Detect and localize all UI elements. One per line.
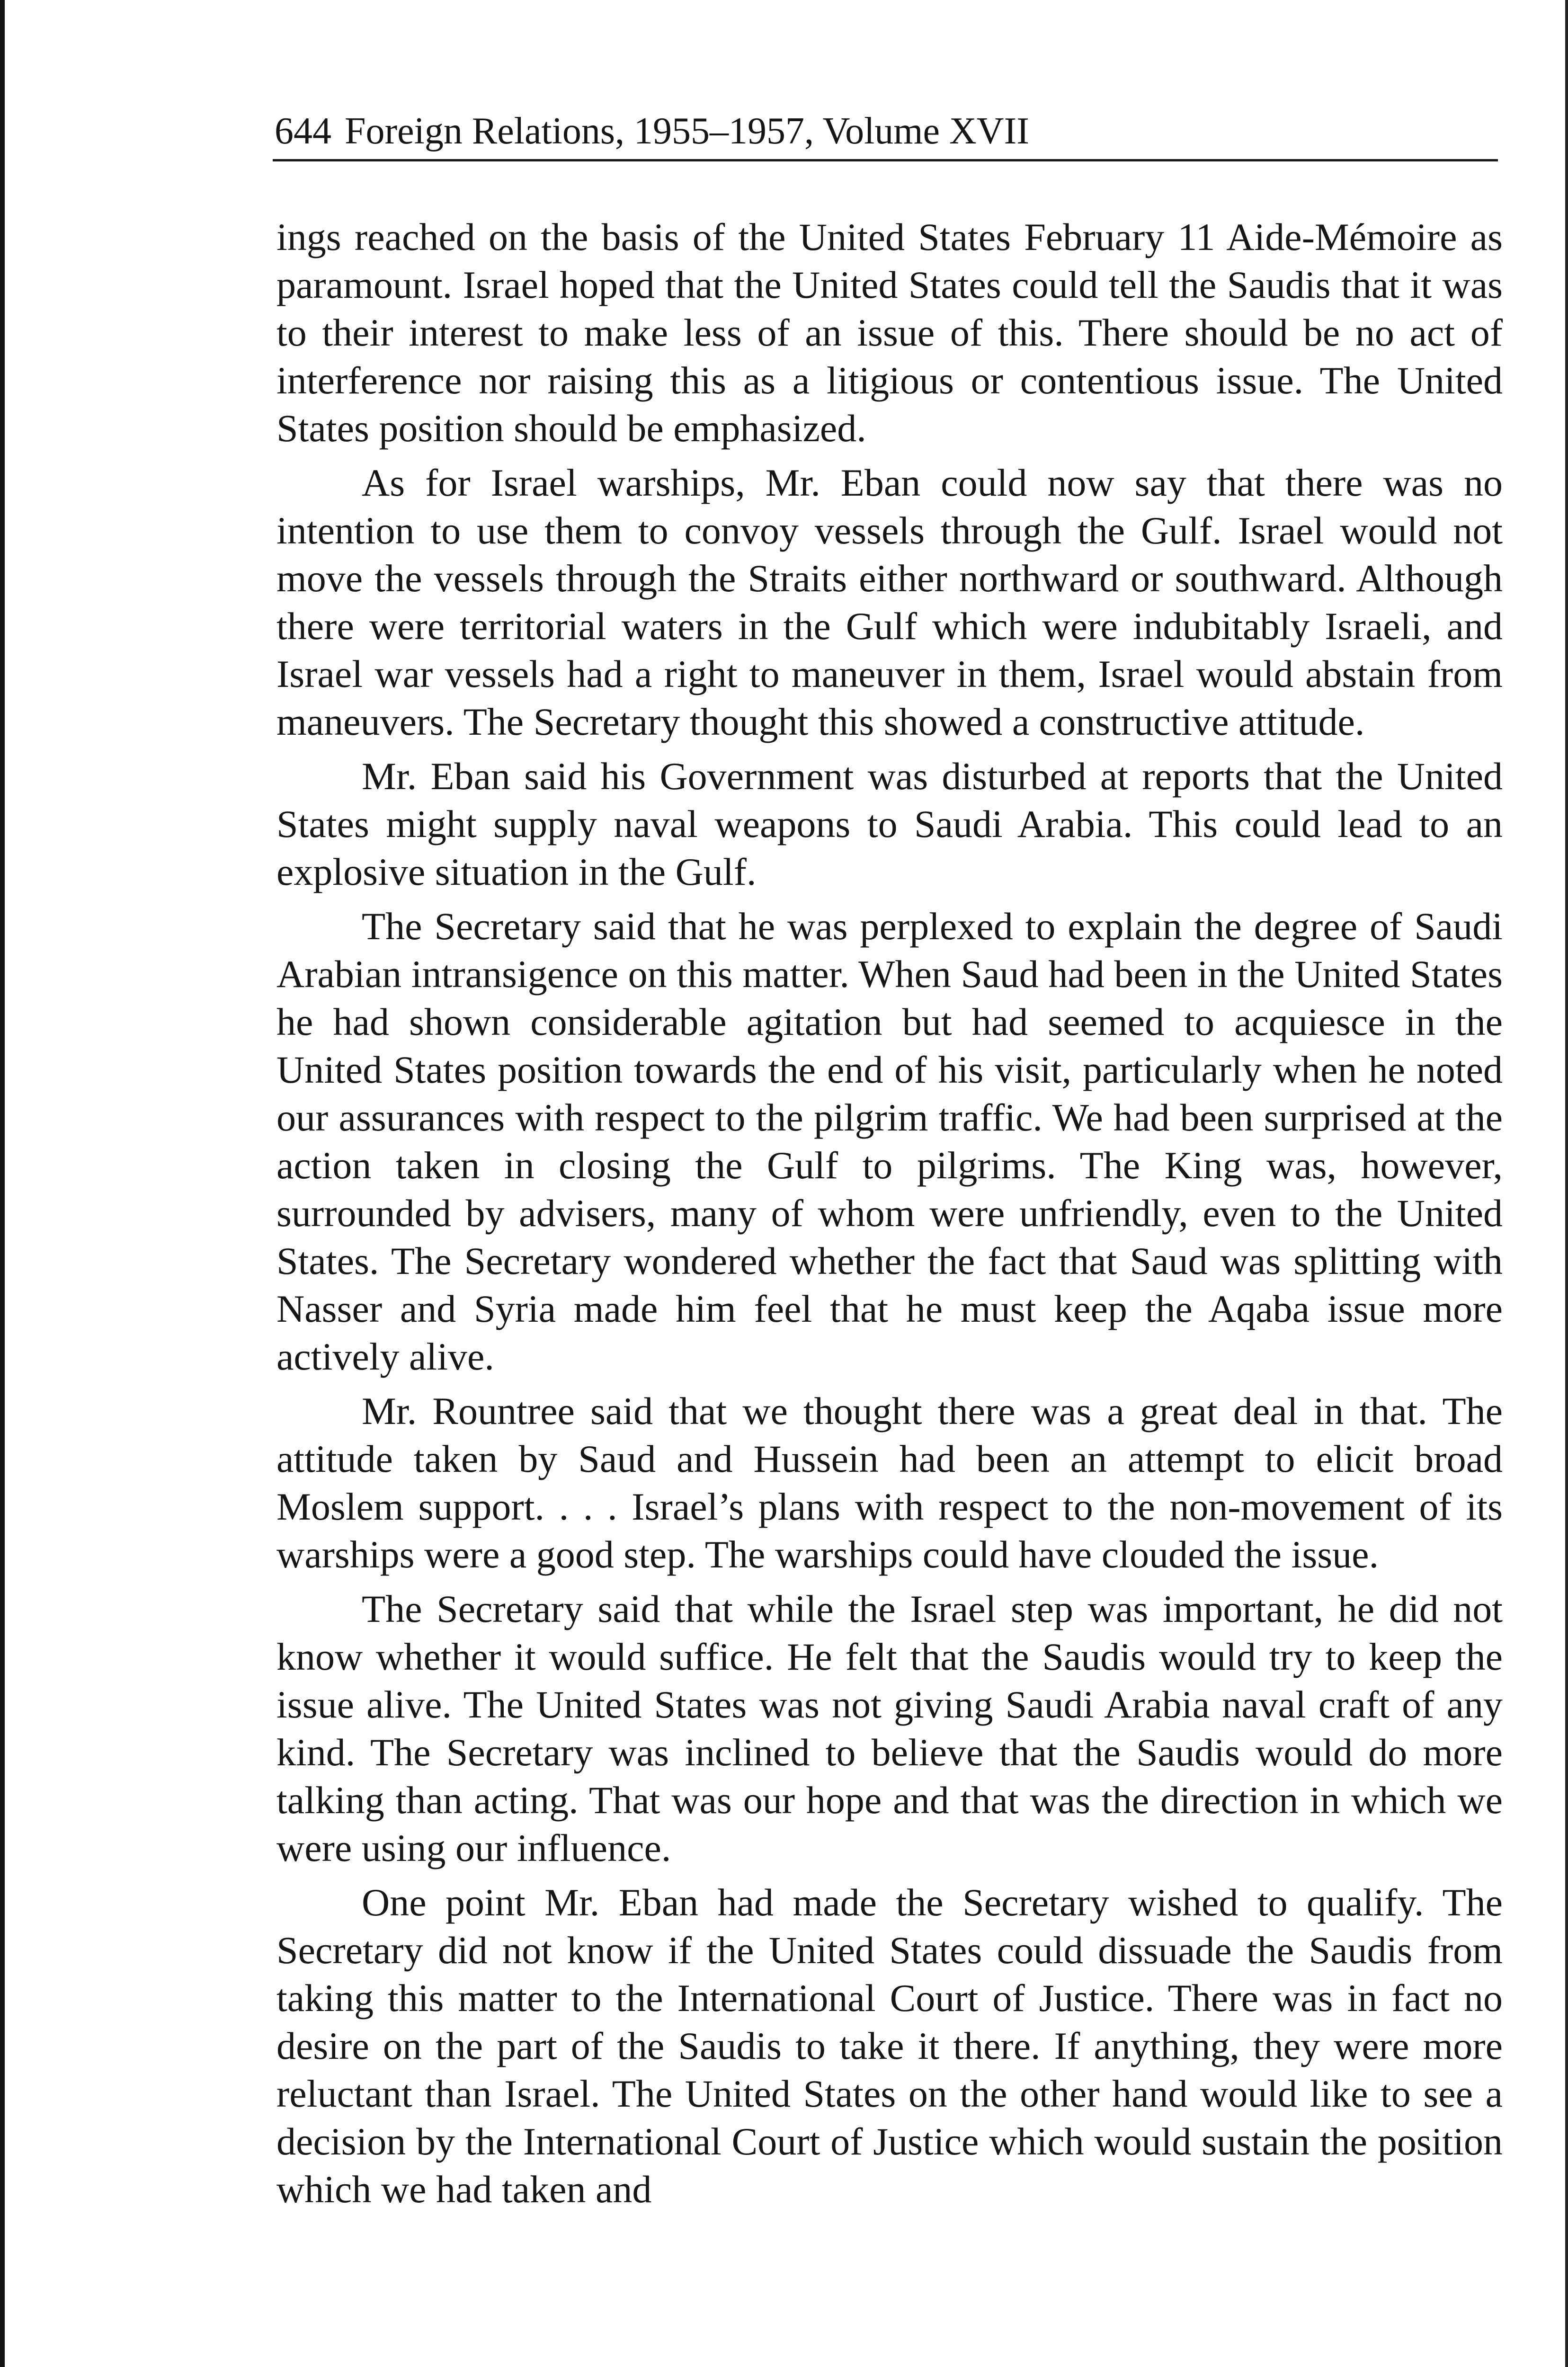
running-header [275, 110, 1496, 167]
page-number: 644 [275, 110, 331, 152]
header-rule [273, 159, 1498, 161]
paragraph: As for Israel warships, Mr. Eban could now say that there was no intention to use them to convoy vessels through the Gulf. Israel would not move the vessels through the Straits either northward or southward. Although there were territorial waters in the Gulf which were indubitably Israeli, and Israel war vessels had a right to maneuver in them, Israel would abstain from maneuvers. The Secretary thought this showed a constructive attitude. [276, 461, 1503, 743]
paragraph: Mr. Eban said his Government was disturbed at reports that the United States might supply naval weapons to Saudi Arabia. This could lead to an explosive situation in the Gulf. [276, 755, 1503, 893]
paragraph: One point Mr. Eban had made the Secretary wished to qualify. The Secretary did not know if the United States could dissuade the Saudis from taking this matter to the International Court of Justice. There was in fact no desire on the part of the Saudis to take it there. If anything, they were more reluctant than Israel. The United States on the other hand would like to see a decision by the International Court of Justice which would sustain the position which we had taken and [276, 1881, 1503, 2211]
scan-left-edge [0, 0, 5, 2367]
header-title: Foreign Relations, 1955–1957, Volume XVII [345, 110, 1029, 152]
paragraph: The Secretary said that he was perplexed to explain the degree of Saudi Arabian intransigence on this matter. When Saud had been in the United States he had shown considerable agitation but had seemed to acquiesce in the United States position towards the end of his visit, particularly when he noted our assurances with respect to the pilgrim traffic. We had been surprised at the action taken in closing the Gulf to pilgrims. The King was, however, surrounded by advisers, many of whom were unfriendly, even to the United States. The Secretary wondered whether the fact that Saud was splitting with Nasser and Syria made him feel that he must keep the Aqaba issue more actively alive. [276, 905, 1503, 1378]
body-text [276, 213, 1503, 2220]
scan-right-edge [1565, 0, 1568, 2367]
paragraph: ings reached on the basis of the United States February 11 Aide-Mémoire as paramount. Israel hoped that the United States could tell the Saudis that it was to their interest to make less of an issue of this. There should be no act of interference nor raising this as a litigious or contentious issue. The United States position should be emphasized. [276, 215, 1503, 450]
paragraph: Mr. Rountree said that we thought there was a great deal in that. The attitude taken by Saud and Hussein had been an attempt to elicit broad Moslem support. . . . Israel’s plans with respect to the non-movement of its warships were a good step. The warships could have clouded the issue. [276, 1389, 1503, 1576]
paragraph: The Secretary said that while the Israel step was important, he did not know whether it would suffice. He felt that the Saudis would try to keep the issue alive. The United States was not giving Saudi Arabia naval craft of any kind. The Secretary was inclined to believe that the Saudis would do more talking than acting. That was our hope and that was the direction in which we were using our influence. [276, 1587, 1503, 1869]
